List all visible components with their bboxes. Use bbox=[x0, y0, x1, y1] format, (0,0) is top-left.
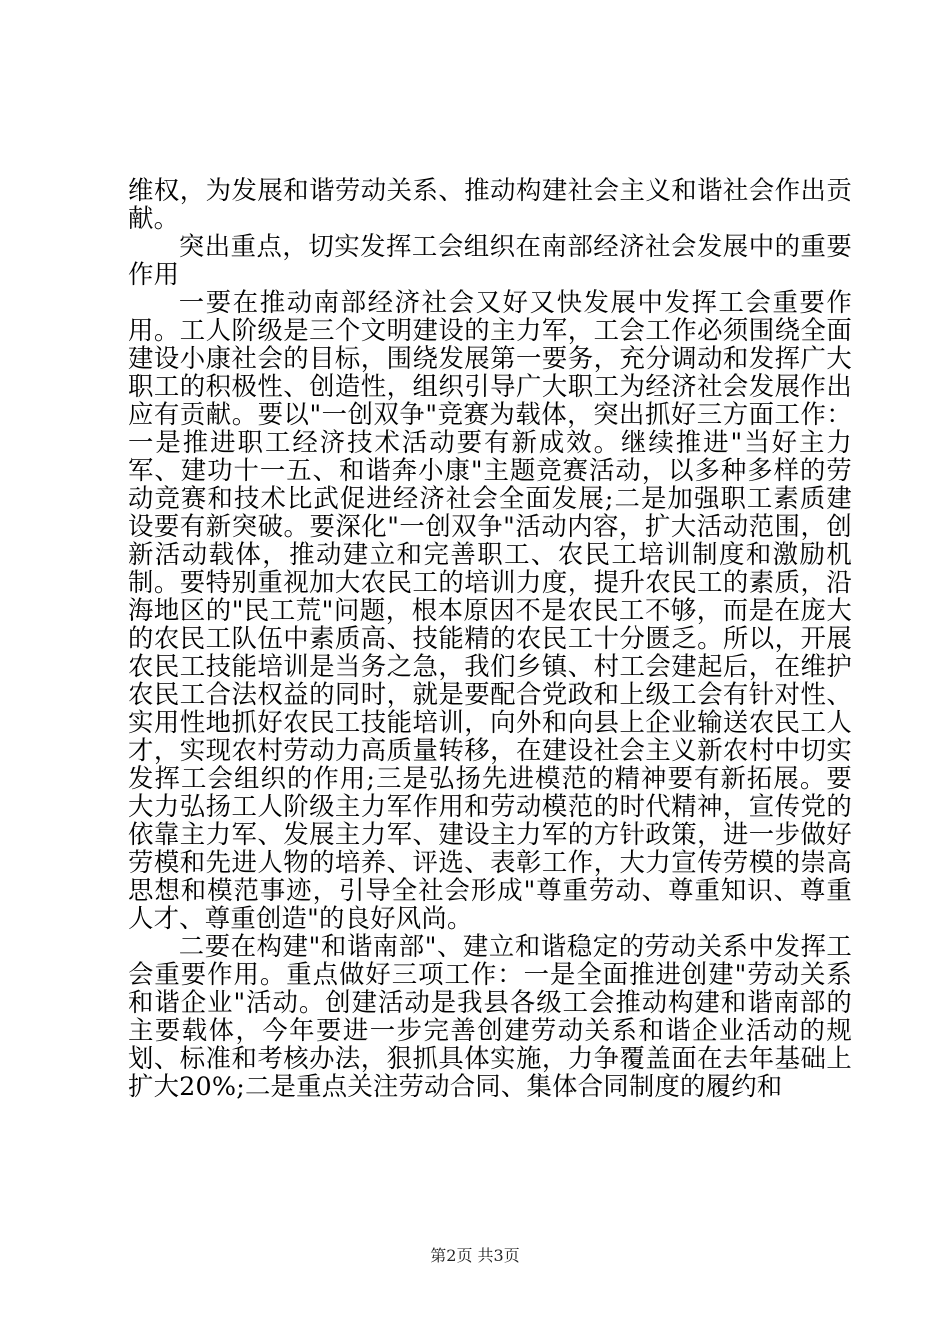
paragraph-continuation: 维权，为发展和谐劳动关系、推动构建社会主义和谐社会作出贡献。 bbox=[128, 175, 852, 233]
document-body bbox=[128, 176, 852, 1100]
paragraph-first-point: 一要在推动南部经济社会又好又快发展中发挥工会重要作用。工人阶级是三个文明建设的主力军，工会工作必须围绕全面建设小康社会的目标，围绕发展第一要务，充分调动和发挥广大职工的积极性、创造性，组织引导广大职工为经济社会发展作出应有贡献。要以"一创双争"竞赛为载体，突出抓好三方面工作：一是推进职工经济技术活动要有新成效。继续推进"当好主力军、建功十一五、和谐奔小康"主题竞赛活动，以多种多样的劳动竞赛和技术比武促进经济社会全面发展;二是加强职工素质建设要有新突破。要深化"一创双争"活动内容，扩大活动范围，创新活动载体，推动建立和完善职工、农民工培训制度和激励机制。要特别重视加大农民工的培训力度，提升农民工的素质，沿海地区的"民工荒"问题，根本原因不是农民工不够，而是在庞大的农民工队伍中素质高、技能精的农民工十分匮乏。所以，开展农民工技能培训是当务之急，我们乡镇、村工会建起后，在维护农民工合法权益的同时，就是要配合党政和上级工会有针对性、实用性地抓好农民工技能培训，向外和向县上企业输送农民工人才，实现农村劳动力高质量转移，在建设社会主义新农村中切实发挥工会组织的作用;三是弘扬先进模范的精神要有新拓展。要大力弘扬工人阶级主力军作用和劳动模范的时代精神，宣传党的依靠主力军、发展主力军、建设主力军的方针政策，进一步做好劳模和先进人物的培养、评选、表彰工作，大力宣传劳模的崇高思想和模范事迹，引导全社会形成"尊重劳动、尊重知识、尊重人才、尊重创造"的良好风尚。 bbox=[128, 287, 852, 933]
paragraph-second-point: 二要在构建"和谐南部"、建立和谐稳定的劳动关系中发挥工会重要作用。重点做好三项工作：一是全面推进创建"劳动关系和谐企业"活动。创建活动是我县各级工会推动构建和谐南部的主要载体，今年要进一步完善创建劳动关系和谐企业活动的规划、标准和考核办法，狠抓具体实施，力争覆盖面在去年基础上扩大20%;二是重点关注劳动合同、集体合同制度的履约和 bbox=[128, 931, 852, 1101]
section-heading: 突出重点，切实发挥工会组织在南部经济社会发展中的重要作用 bbox=[128, 231, 852, 289]
page-footer: 第2页 共3页 bbox=[430, 1246, 520, 1265]
